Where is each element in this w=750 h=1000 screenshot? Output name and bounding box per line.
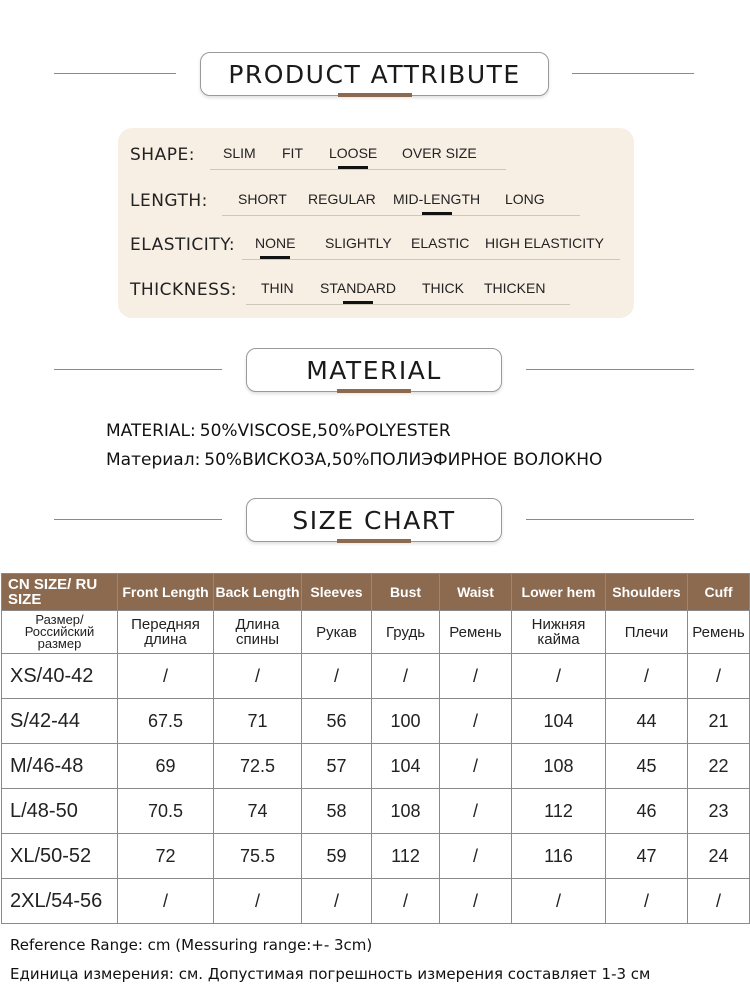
opt-mid-length: MID-LENGTH [393,191,481,207]
table-cell: 45 [606,744,688,789]
material-ru-value: 50%ВИСКОЗА,50%ПОЛИЭФИРНОЕ ВОЛОКНО [204,450,603,470]
opt-elastic: ELASTIC [411,235,470,251]
reference-range-note-ru: Единица измерения: см. Допустимая погрешность измерения составляет 1-3 см [10,965,651,983]
table-cell: 47 [606,834,688,879]
header-rule-left [54,519,222,520]
opt-regular: REGULAR [308,191,376,207]
table-row [2,654,750,699]
table-cell: 100 [372,699,440,744]
table-cell: 44 [606,699,688,744]
table-cell: 108 [372,789,440,834]
size-cell: M/46-48 [2,744,118,789]
size-cell: XL/50-52 [2,834,118,879]
table-cell: / [688,654,750,699]
col-header: Back Length [214,574,302,611]
table-cell: 57 [302,744,372,789]
col-header-ru: Размер/ Российский размер [2,611,118,654]
table-row [2,834,750,879]
attr-baseline [242,259,620,260]
table-row [2,744,750,789]
table-cell: 112 [372,834,440,879]
table-cell: 75.5 [214,834,302,879]
material-en [106,421,451,441]
attr-baseline [222,215,580,216]
attribute-panel [118,128,634,318]
opt-fit: FIT [282,145,303,161]
table-cell: / [214,654,302,699]
header-rule-left [54,73,176,74]
title-accent-bar [338,93,412,97]
attr-label-length: LENGTH: [130,191,208,211]
attr-baseline [246,304,570,305]
table-cell: 104 [512,699,606,744]
attr-label-elasticity: ELASTICITY: [130,235,236,255]
table-cell: 108 [512,744,606,789]
material-en-value: 50%VISCOSE,50%POLYESTER [199,421,451,441]
table-row [2,879,750,924]
title-accent-bar [337,539,411,543]
opt-long: LONG [505,191,545,207]
table-cell: 23 [688,789,750,834]
table-cell: / [606,879,688,924]
col-header: Bust [372,574,440,611]
col-header-ru: Рукав [302,611,372,654]
table-cell: / [118,879,214,924]
size-chart-title: SIZE CHART [246,498,502,542]
header-rule-right [526,519,694,520]
table-cell: 67.5 [118,699,214,744]
material-title: MATERIAL [246,348,502,392]
size-cell: L/48-50 [2,789,118,834]
table-cell: / [118,654,214,699]
table-cell: / [440,654,512,699]
table-cell: 58 [302,789,372,834]
col-header: Sleeves [302,574,372,611]
table-cell: / [440,879,512,924]
size-cell: S/42-44 [2,699,118,744]
col-header: Front Length [118,574,214,611]
table-cell: / [440,699,512,744]
col-header-ru: Ремень [440,611,512,654]
table-cell: 22 [688,744,750,789]
table-cell: / [372,654,440,699]
table-row [2,789,750,834]
col-header-ru: Длина спины [214,611,302,654]
opt-standard: STANDARD [320,280,396,296]
material-ru-label: Материал: [106,450,201,470]
table-cell: / [688,879,750,924]
table-cell: 56 [302,699,372,744]
col-header-ru: Грудь [372,611,440,654]
table-cell: / [214,879,302,924]
col-header: Waist [440,574,512,611]
opt-slightly: SLIGHTLY [325,235,392,251]
table-cell: 74 [214,789,302,834]
table-cell: / [606,654,688,699]
col-header-ru: Передняя длина [118,611,214,654]
opt-thin: THIN [261,280,294,296]
material-ru [106,450,602,470]
table-cell: 116 [512,834,606,879]
size-cell: 2XL/54-56 [2,879,118,924]
col-header: CN SIZE/ RU SIZE [2,574,118,611]
attr-label-shape: SHAPE: [130,145,195,165]
opt-high-elasticity: HIGH ELASTICITY [485,235,605,251]
material-en-label: MATERIAL: [106,421,196,441]
table-cell: 69 [118,744,214,789]
header-rule-right [526,369,694,370]
opt-slim: SLIM [223,145,256,161]
table-cell: / [440,789,512,834]
opt-none: NONE [255,235,296,251]
table-cell: / [440,744,512,789]
table-cell: 24 [688,834,750,879]
header-row-en [2,574,750,611]
table-cell: 104 [372,744,440,789]
col-header-ru: Нижняя кайма [512,611,606,654]
title-accent-bar [337,389,411,393]
col-header: Lower hem [512,574,606,611]
reference-range-note: Reference Range: cm (Messuring range:+- 3cm) [10,936,373,954]
table-cell: / [302,879,372,924]
table-cell: 59 [302,834,372,879]
table-cell: / [302,654,372,699]
table-cell: 112 [512,789,606,834]
size-chart-table [1,573,750,924]
opt-thicken: THICKEN [484,280,546,296]
table-cell: 72.5 [214,744,302,789]
attr-label-thickness: THICKNESS: [130,280,237,300]
table-cell: / [512,654,606,699]
opt-thick: THICK [422,280,464,296]
table-row [2,699,750,744]
table-cell: 21 [688,699,750,744]
product-attribute-title: PRODUCT ATTRIBUTE [200,52,549,96]
col-header-ru: Ремень [688,611,750,654]
opt-over-size: OVER SIZE [402,145,477,161]
header-row-ru [2,611,750,654]
table-cell: / [512,879,606,924]
table-cell: 70.5 [118,789,214,834]
col-header: Cuff [688,574,750,611]
header-rule-right [572,73,694,74]
table-cell: 46 [606,789,688,834]
opt-short: SHORT [238,191,287,207]
opt-loose: LOOSE [329,145,378,161]
table-cell: / [372,879,440,924]
table-cell: 72 [118,834,214,879]
table-cell: / [440,834,512,879]
col-header: Shoulders [606,574,688,611]
col-header-ru: Плечи [606,611,688,654]
attr-baseline [210,169,506,170]
table-cell: 71 [214,699,302,744]
header-rule-left [54,369,222,370]
size-cell: XS/40-42 [2,654,118,699]
